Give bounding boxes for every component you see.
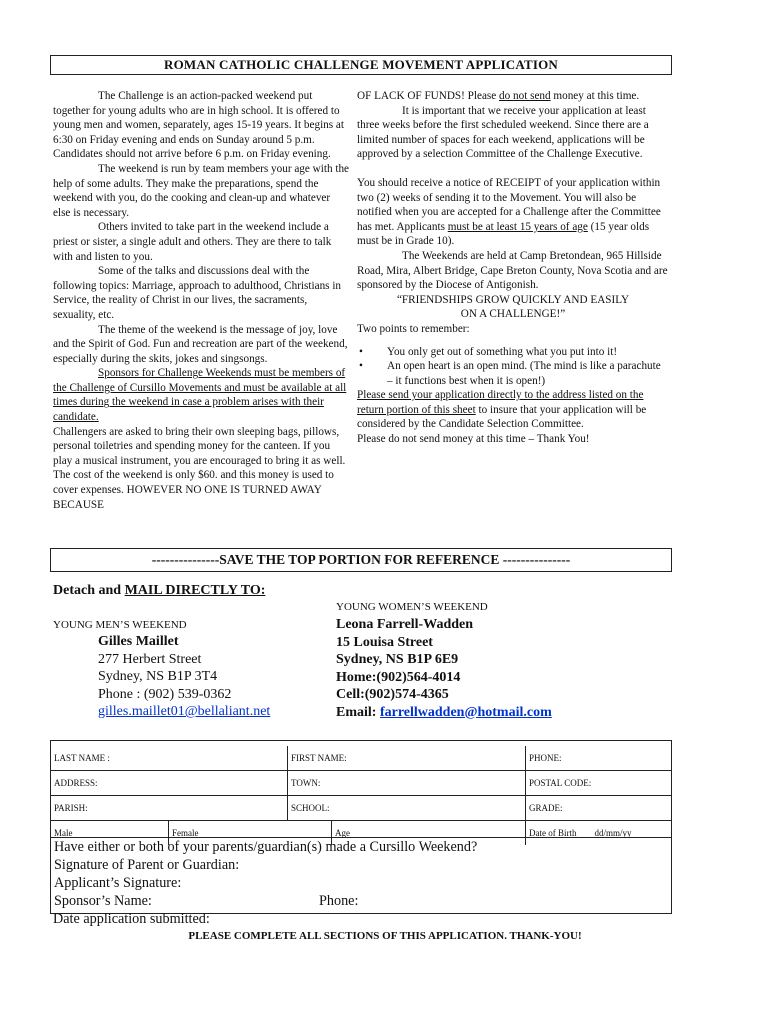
- form-row-parish: [51, 796, 671, 821]
- female-field[interactable]: Female: [168, 821, 331, 845]
- women-cell-phone: Cell:(902)574-4365: [336, 687, 449, 702]
- send-paragraph: Please send your application directly to the address listed on the return portion of this sheet to insure that your application will be considered by the Candidate Selection Committee.: [357, 389, 647, 431]
- postal-code-field[interactable]: POSTAL CODE:: [525, 771, 671, 795]
- sponsor-name-line[interactable]: Sponsor’s Name:: [54, 893, 152, 909]
- list-item: • You only get out of something what you put into it!: [357, 345, 669, 360]
- women-home-phone: Home:(902)564-4014: [336, 669, 461, 685]
- women-city: Sydney, NS B1P 6E9: [336, 652, 459, 667]
- cursillo-question[interactable]: Have either or both of your parents/guardian(s) made a Cursillo Weekend?: [54, 839, 478, 855]
- women-street: 15 Louisa Street: [336, 634, 433, 650]
- separator-text: ---------------SAVE THE TOP PORTION FOR REFERENCE ---------------: [151, 552, 571, 567]
- parent-signature-line[interactable]: Signature of Parent or Guardian:: [54, 857, 240, 873]
- women-address-block: [336, 616, 552, 721]
- points-list: [357, 345, 669, 389]
- applicant-signature-line[interactable]: Applicant’s Signature:: [54, 875, 182, 891]
- footer-note: PLEASE COMPLETE ALL SECTIONS OF THIS APPLICATION. THANK-YOU!: [188, 930, 582, 942]
- women-contact-name: Leona Farrell-Wadden: [336, 617, 474, 632]
- right-column: [357, 89, 669, 447]
- parish-field[interactable]: PARISH:: [54, 803, 88, 813]
- intro-paragraph: The Challenge is an action-packed weekend put together for young adults who are in high school. It is offered to young men and women, separately, ages 15-19 years. It begins at 6:30 on Friday evening and ends on Sunday around 5 p.m. Candidates should not arrive before 6 p.m. on Friday evening.: [53, 90, 344, 161]
- date-of-birth-field[interactable]: Date of Birth dd/mm/yy: [525, 821, 671, 845]
- list-item: • An open heart is an open mind. (The mind is like a parachute – it functions best when it is open!): [357, 359, 669, 388]
- two-points-label: Two points to remember:: [357, 322, 470, 335]
- receipt-paragraph: You should receive a notice of RECEIPT of your application within two (2) weeks of sending it to the Movement. You will also be notified when you are accepted for a Challenge after the Committee has met. Applicants must be at least 15 years of age (15 year olds must be in Grade 10).: [357, 176, 661, 248]
- men-contact-name: Gilles Maillet: [98, 634, 179, 649]
- men-phone: Phone : (902) 539-0362: [98, 686, 232, 702]
- quote-line-2: ON A CHALLENGE!”: [460, 308, 566, 321]
- school-field[interactable]: SCHOOL:: [287, 796, 525, 820]
- form-row-name: [51, 746, 671, 771]
- theme-paragraph: The theme of the weekend is the message of joy, love and the Spirit of God. Fun and recreation are part of the weekend, especially during the skits, jokes and singsongs.: [53, 323, 348, 365]
- location-paragraph: The Weekends are held at Camp Bretondean, 965 Hillside Road, Mira, Albert Bridge, Cape Breton County, Nova Scotia and are sponsored by the Diocese of Antigonish.: [357, 249, 668, 292]
- men-city: Sydney, NS B1P 3T4: [98, 669, 218, 684]
- age-field[interactable]: Age: [331, 821, 525, 845]
- date-submitted-line[interactable]: Date application submitted:: [53, 911, 210, 927]
- others-paragraph: Others invited to take part in the weekend include a priest or sister, a single adult and others. They are there to talk with and listen to you.: [53, 221, 332, 263]
- topics-paragraph: Some of the talks and discussions deal with the following topics: Marriage, approach to adulthood, Christians in Service, the reality of Christ in our lives, the sacraments, sexuality, etc.: [53, 265, 342, 321]
- page-title: ROMAN CATHOLIC CHALLENGE MOVEMENT APPLICATION: [164, 57, 558, 72]
- address-field[interactable]: ADDRESS:: [54, 778, 98, 788]
- men-email-link[interactable]: gilles.maillet01@bellaliant.net: [98, 704, 271, 719]
- left-column: [53, 89, 350, 512]
- form-row-address: [51, 771, 671, 796]
- grade-field[interactable]: GRADE:: [525, 796, 671, 820]
- women-email-line: Email: farrellwadden@hotmail.com: [336, 704, 552, 720]
- first-name-field[interactable]: FIRST NAME:: [287, 746, 525, 770]
- title-box: [50, 55, 672, 75]
- quote-line-1: “FRIENDSHIPS GROW QUICKLY AND EASILY: [396, 293, 630, 306]
- sponsor-phone-line[interactable]: Phone:: [319, 893, 359, 909]
- sponsors-paragraph: Sponsors for Challenge Weekends must be members of the Challenge of Cursillo Movements and must be available at all times during the weekend in case a problem arises with their candidate.: [53, 367, 347, 424]
- women-email-link[interactable]: farrellwadden@hotmail.com: [379, 704, 552, 720]
- timing-paragraph: It is important that we receive your application at least three weeks before the first scheduled weekend. Since there are a limited number of spaces for each weekend, applications will be approved by a selection Committee of the Challenge Executive.: [357, 104, 649, 161]
- funds-paragraph: OF LACK OF FUNDS! Please do not send money at this time.: [357, 90, 640, 102]
- application-form: [50, 740, 672, 914]
- no-money-paragraph: Please do not send money at this time – Thank You!: [357, 433, 590, 446]
- bring-paragraph: Challengers are asked to bring their own sleeping bags, pillows, personal toiletries and spending money for the canteen. If you play a musical instrument, you are encouraged to bring it as well. The cost of the weekend is only $60. and this money is used to cover expenses. HOWEVER NO ONE IS TURNED AWAY BECAUSE: [53, 425, 346, 511]
- last-name-field[interactable]: LAST NAME :: [54, 753, 110, 763]
- men-street: 277 Herbert Street: [98, 651, 202, 667]
- detach-heading: Detach and MAIL DIRECTLY TO:: [53, 583, 266, 598]
- men-weekend-heading: YOUNG MEN’S WEEKEND: [53, 619, 187, 631]
- team-paragraph: The weekend is run by team members your age with the help of some adults. They make the preparations, spend the weekend with you, do the cooking and clean-up and whatever else is necessary.: [53, 162, 350, 219]
- separator-box: [50, 548, 672, 572]
- women-weekend-heading: YOUNG WOMEN’S WEEKEND: [336, 601, 488, 613]
- men-address-block: [98, 633, 270, 721]
- phone-field[interactable]: PHONE:: [525, 746, 671, 770]
- male-field[interactable]: Male: [54, 828, 73, 838]
- town-field[interactable]: TOWN:: [287, 771, 525, 795]
